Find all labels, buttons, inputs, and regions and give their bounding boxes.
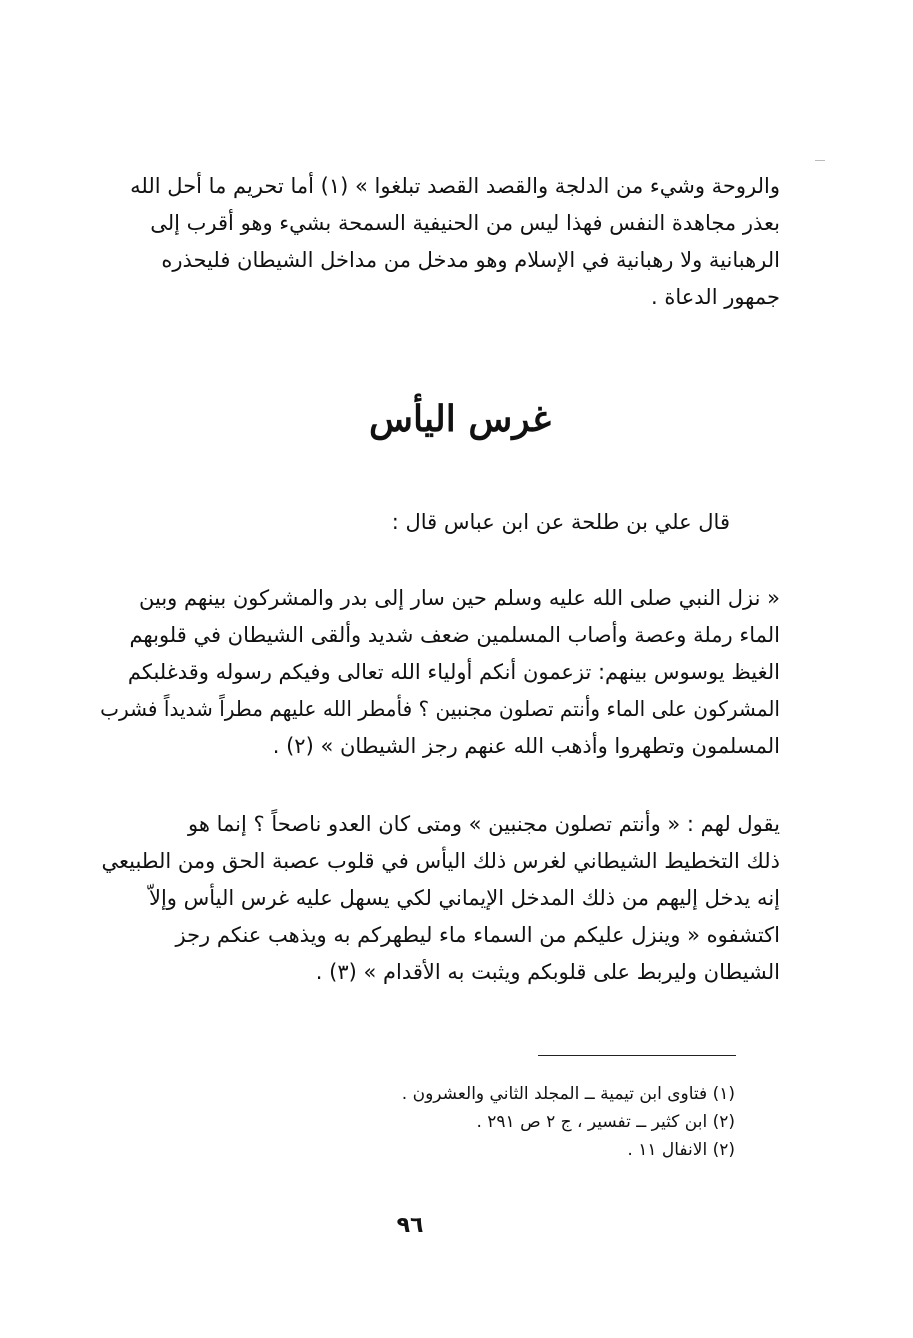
commentary-paragraph-line: الشيطان وليربط على قلوبكم ويثبت به الأقدام » (٣) . [315,960,780,984]
scan-mark [815,160,825,161]
section-heading: غرس اليأس [369,398,551,440]
quote-paragraph-line: المشركون على الماء وأنتم تصلون مجنبين ؟ فأمطر الله عليهم مطراً شديداً فشرب [100,697,780,721]
quote-paragraph-line: الغيظ يوسوس بينهم: تزعمون أنكم أولياء الله تعالى وفيكم رسوله وقدغلبكم [127,660,780,684]
top-paragraph-line: جمهور الدعاة . [650,285,780,309]
commentary-paragraph-line: ذلك التخطيط الشيطاني لغرس ذلك اليأس في قلوب عصبة الحق ومن الطبيعي [101,849,780,873]
footnote-item: (١) فتاوى ابن تيمية ــ المجلد الثاني والعشرون . [401,1084,735,1104]
footnote-item: (٢) ابن كثير ــ تفسير ، ج ٢ ص ٢٩١ . [476,1112,735,1132]
page-number: ٩٦ [396,1213,424,1238]
footnote-item: (٢) الانفال ١١ . [627,1140,735,1160]
commentary-paragraph-line: إنه يدخل إليهم من ذلك المدخل الإيماني لكي يسهل عليه غرس اليأس وإلاّ [148,886,780,910]
commentary-paragraph-line: يقول لهم : « وأنتم تصلون مجنبين » ومتى كان العدو ناصحاً ؟ إنما هو [188,812,780,836]
top-paragraph-line: والروحة وشيء من الدلجة والقصد القصد تبلغوا » (١) أما تحريم ما أحل الله [130,174,780,198]
quote-paragraph-line: الماء رملة وعصة وأصاب المسلمين ضعف شديد وألقى الشيطان في قلوبهم [129,623,780,647]
footnotes [280,1080,735,1164]
intro-line: قال علي بن طلحة عن ابن عباس قال : [391,510,730,534]
top-paragraph [100,168,780,316]
commentary-paragraph-line: اكتشفوه « وينزل عليكم من السماء ماء ليطهركم به ويذهب عنكم رجز [175,923,780,947]
top-paragraph-line: بعذر مجاهدة النفس فهذا ليس من الحنيفية السمحة بشيء وهو أقرب إلى [150,211,780,235]
quote-paragraph-line: المسلمون وتطهروا وأذهب الله عنهم رجز الشيطان » (٢) . [272,734,780,758]
footnote-divider [538,1055,736,1056]
commentary-paragraph [100,806,780,991]
quote-paragraph-line: « نزل النبي صلى الله عليه وسلم حين سار إلى بدر والمشركون بينهم وبين [139,586,780,610]
quote-paragraph [100,580,780,765]
top-paragraph-line: الرهبانية ولا رهبانية في الإسلام وهو مدخل من مداخل الشيطان فليحذره [161,248,780,272]
